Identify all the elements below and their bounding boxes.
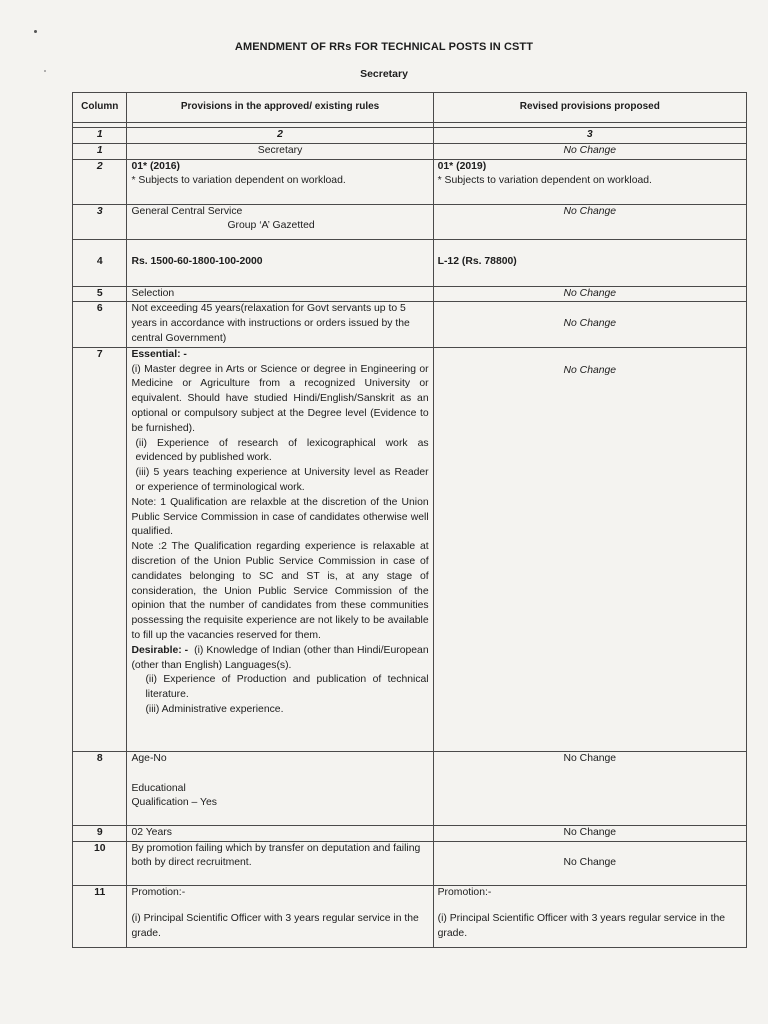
desirable-label: Desirable: - (131, 644, 189, 656)
page-subtitle: Secretary (360, 68, 408, 80)
existing-cell: Rs. 1500-60-1800-100-2000 (127, 239, 433, 286)
scan-speck (34, 30, 37, 33)
recruitment-rules-table (72, 92, 747, 948)
essential-item: (iii) 5 years teaching experience at University level as Reader or experience of terminological work. (135, 467, 429, 493)
table-row (73, 204, 747, 239)
table-row (73, 825, 747, 841)
revised-cell: L-12 (Rs. 78800) (433, 239, 746, 286)
existing-cell (127, 159, 433, 204)
note-item: Note :2 The Qualification regarding experience is relaxable at discretion of the Union Public Service Commission in case of candidates belonging to SC and ST is, at any stage of consideration, the Union Public Service Commission of the opinion that the number of candidates from these communities possessing the requisite experience are not likely to be available to fill up the vacancies reserved for them. (131, 541, 429, 641)
table-row (73, 159, 747, 204)
number-cell: 3 (433, 128, 746, 144)
revised-cell: No Change (433, 825, 746, 841)
revised-cell: No Change (433, 751, 746, 825)
post-note: * Subjects to variation dependent on workload. (437, 175, 652, 187)
table-row (73, 751, 747, 825)
revised-cell: No Change (433, 302, 746, 347)
header-existing: Provisions in the approved/ existing rules (127, 93, 433, 123)
existing-cell (127, 347, 433, 751)
row-number: 2 (73, 159, 127, 204)
row-number: 3 (73, 204, 127, 239)
row-number: 7 (73, 347, 127, 751)
revised-cell (433, 159, 746, 204)
existing-cell (127, 885, 433, 947)
row-number: 1 (73, 143, 127, 159)
note-item: Note: 1 Qualification are relaxble at the discretion of the Union Public Service Commission in case of candidates otherwise well qualified. (131, 496, 429, 538)
service-group: Group ‘A’ Gazetted (227, 220, 315, 232)
education-label: Educational (131, 782, 186, 794)
desirable-item (131, 644, 428, 674)
post-count: 01* (2016) (131, 160, 180, 172)
number-cell: 1 (73, 128, 127, 144)
essential-label: Essential: - (131, 348, 187, 360)
existing-cell: 02 Years (127, 825, 433, 841)
row-number: 11 (73, 885, 127, 947)
desirable-text: (i) Knowledge of Indian (other than Hindi/European (other than English) Languages(s). (131, 644, 429, 671)
table-row (73, 286, 747, 302)
essential-item: (i) Master degree in Arts or Science or degree in Engineering or Medicine or Agriculture from a recognized University or equivalent. Should have studied Hindi/English/Sanskrit as an optional or compulsory subject at the Degree level (Evidence to be furnished). (131, 363, 429, 434)
header-revised: Revised provisions proposed (433, 93, 746, 123)
number-cell: 2 (127, 128, 433, 144)
existing-cell (127, 751, 433, 825)
method-label: Promotion:- (131, 886, 186, 898)
page-title: AMENDMENT OF RRs FOR TECHNICAL POSTS IN CSTT (234, 41, 534, 53)
table-row (73, 239, 747, 286)
age-relaxation: Age-No (131, 752, 167, 764)
service-name: General Central Service (131, 205, 243, 217)
numbering-row (73, 128, 747, 144)
existing-cell: Not exceeding 45 years(relaxation for Govt servants up to 5 years in accordance with instructions or orders issued by the central Government) (127, 302, 433, 347)
desirable-item: (iii) Administrative experience. (145, 703, 284, 715)
revised-cell: No Change (433, 286, 746, 302)
method-label: Promotion:- (437, 886, 492, 898)
desirable-item: (ii) Experience of Production and publication of technical literature. (145, 674, 429, 701)
table-header-row (73, 93, 747, 123)
method-detail: (i) Principal Scientific Officer with 3 years regular service in the grade. (437, 913, 726, 940)
table-row (73, 143, 747, 159)
table-row (73, 347, 747, 751)
row-number: 4 (73, 239, 127, 286)
existing-cell (127, 204, 433, 239)
row-number: 10 (73, 841, 127, 885)
revised-cell: No Change (433, 143, 746, 159)
row-number: 6 (73, 302, 127, 347)
method-detail: (i) Principal Scientific Officer with 3 years regular service in the grade. (131, 913, 419, 940)
table-row (73, 302, 747, 347)
row-number: 5 (73, 286, 127, 302)
essential-item: (ii) Experience of research of lexicographical work as evidenced by published work. (135, 437, 429, 464)
revised-cell: No Change (433, 204, 746, 239)
post-note: * Subjects to variation dependent on workload. (131, 175, 346, 187)
post-count: 01* (2019) (437, 160, 487, 172)
table-row (73, 885, 747, 947)
education-value: Qualification – Yes (131, 797, 217, 809)
existing-cell: Selection (127, 286, 433, 302)
header-column: Column (73, 93, 127, 123)
existing-cell: By promotion failing which by transfer on deputation and failing both by direct recruitment. (127, 841, 433, 885)
table-row (73, 841, 747, 885)
existing-cell: Secretary (127, 143, 433, 159)
revised-cell (433, 885, 746, 947)
revised-cell: No Change (433, 347, 746, 751)
revised-cell: No Change (433, 841, 746, 885)
row-number: 8 (73, 751, 127, 825)
row-number: 9 (73, 825, 127, 841)
